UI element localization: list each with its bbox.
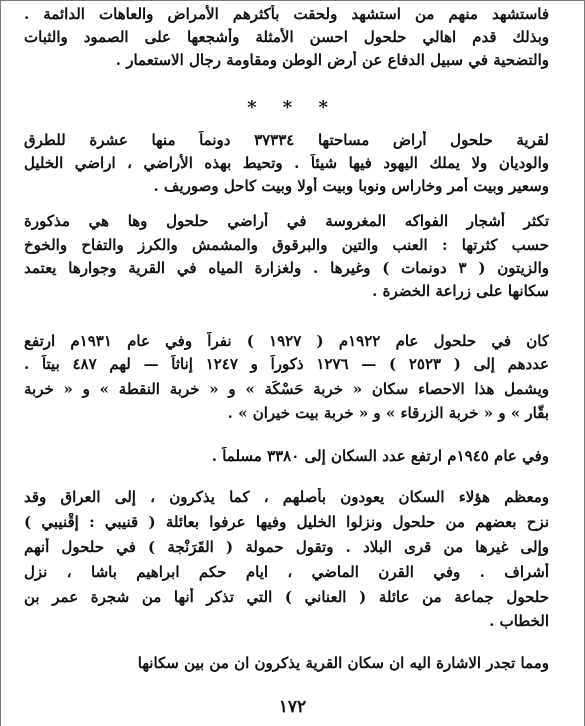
text-line: وبذلك قدم اهالي حلحول احسن الأمثلة وأشجعها على الصمود والثبات bbox=[24, 28, 549, 46]
section-separator: * * * bbox=[247, 97, 338, 118]
text-line: والزيتون ( ٣ دونمات ) وغيرها . ولغزارة المياه في القرية وجوارها يعتمد bbox=[24, 259, 549, 277]
text-line: والوديان ولا يملك اليهود فيها شيئاً . وتحيط بهذه الأراضي ، اراضي الخليل bbox=[24, 154, 549, 172]
text-line: فاستشهد منهم من استشهد ولحقت بأكثرهم الأمراض والعاهات الدائمة . bbox=[24, 5, 549, 23]
text-line: سكانها على زراعة الخضرة . bbox=[372, 282, 549, 300]
page-number: ١٧٢ bbox=[278, 697, 307, 717]
text-line: حلحول جماعة من عائلة ( العناني ) التي تذكر أنها من شجرة عمر بن bbox=[24, 588, 549, 606]
page-border-top bbox=[0, 0, 585, 1]
text-line: وفي عام ١٩٤٥م ارتفع عدد السكان إلى ٣٣٨٠ مسلماً . bbox=[211, 447, 549, 465]
text-line: لقرية حلحول أراض مساحتها ٣٧٣٣٤ دونماً منها عشرة للطرق bbox=[24, 131, 549, 149]
text-line: والتضحية في سبيل الدفاع عن أرض الوطن ومقاومة رجال الاستعمار . bbox=[115, 51, 549, 69]
text-line: وإلى غيرها من قرى البلاد . وتقول حمولة ( القَرَنْجة ) في حلحول أنهم bbox=[24, 538, 549, 556]
text-line: الخطاب . bbox=[489, 612, 549, 630]
text-line: كان في حلحول عام ١٩٢٢م ( ١٩٢٧ ) نفراً وفي عام ١٩٣١م ارتفع bbox=[24, 332, 549, 350]
text-line: بقّار » و « خربة الزرقاء » و « خربة بيت خيران » . bbox=[227, 404, 549, 422]
text-line: حسب كثرتها : العنب والتين والبرقوق والمشمش والكرز والتفاح والخوخ bbox=[24, 236, 549, 254]
text-line: عددهم إلى ( ٢٥٢٣ ) — ١٢٧٦ ذكوراً و ١٢٤٧ إناثاً — لهم ٤٨٧ بيتاً . bbox=[24, 355, 549, 373]
text-line: أشراف . وفي القرن الماضي ، ايام حكم ابراهيم باشا ، نزل bbox=[24, 563, 549, 581]
text-line: نزح بعضهم من حلحول ونزلوا الخليل وفيها عرفوا بعائلة ( قنيبي : إقْنيبي ) bbox=[24, 513, 549, 531]
text-line: ويشمل هذا الاحصاء سكان « خربة حَسْكَة » و « خربة النقطة » و « خربة bbox=[24, 380, 549, 398]
text-line: ومما تجدر الاشارة اليه ان سكان القرية يذكرون ان من بين سكانها bbox=[137, 654, 549, 672]
text-line: تكثر أشجار الفواكه المغروسة في أراضي حلحول وها هي مذكورة bbox=[24, 212, 549, 230]
text-line: ومعظم هؤلاء السكان يعودون بأصلهم ، كما يذكرون ، إلى العراق وقد bbox=[24, 488, 549, 506]
text-line: وسعير وبيت أمر وخاراس ونوبا وبيت أولا وبيت كاحل وصوريف . bbox=[153, 177, 549, 195]
